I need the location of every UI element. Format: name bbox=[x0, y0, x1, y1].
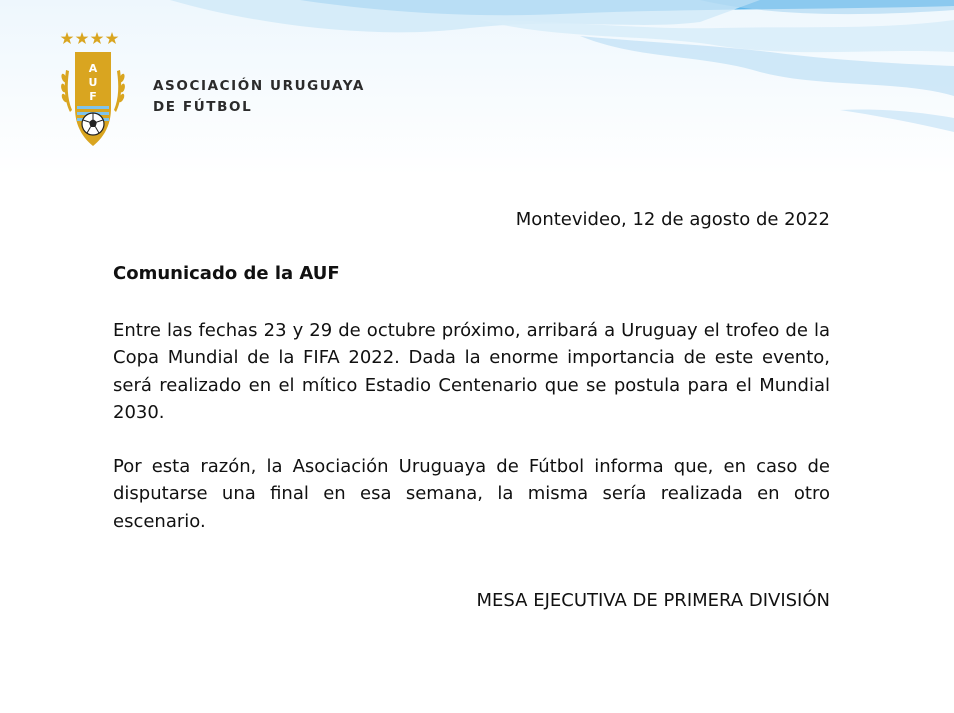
paragraph: Entre las fechas 23 y 29 de octubre próximo, arribará a Uruguay el trofeo de la Copa Mundial de la FIFA 2022. Dada la enorme importancia de este evento, será realizado en el mítico Estadio Centenario que se postula para el Mundial 2030. bbox=[113, 320, 830, 423]
letter-date: Montevideo, 12 de agosto de 2022 bbox=[515, 209, 830, 230]
paragraph: Por esta razón, la Asociación Uruguaya de Fútbol informa que, en caso de disputarse una final en esa semana, la misma sería realizada en otro escenario. bbox=[113, 456, 830, 532]
org-name-line2: DE FÚTBOL bbox=[153, 99, 253, 115]
letter-subject: Comunicado de la AUF bbox=[113, 263, 340, 284]
header-brush-background bbox=[0, 0, 954, 175]
letter-signature: MESA EJECUTIVA DE PRIMERA DIVISIÓN bbox=[476, 590, 830, 611]
svg-text:A: A bbox=[88, 62, 98, 75]
org-name-line1: ASOCIACIÓN URUGUAYA bbox=[153, 78, 365, 94]
svg-text:F: F bbox=[89, 90, 97, 103]
organization-name bbox=[153, 76, 365, 118]
svg-text:U: U bbox=[88, 76, 98, 89]
stars-icon bbox=[61, 32, 119, 44]
auf-logo bbox=[58, 30, 128, 148]
